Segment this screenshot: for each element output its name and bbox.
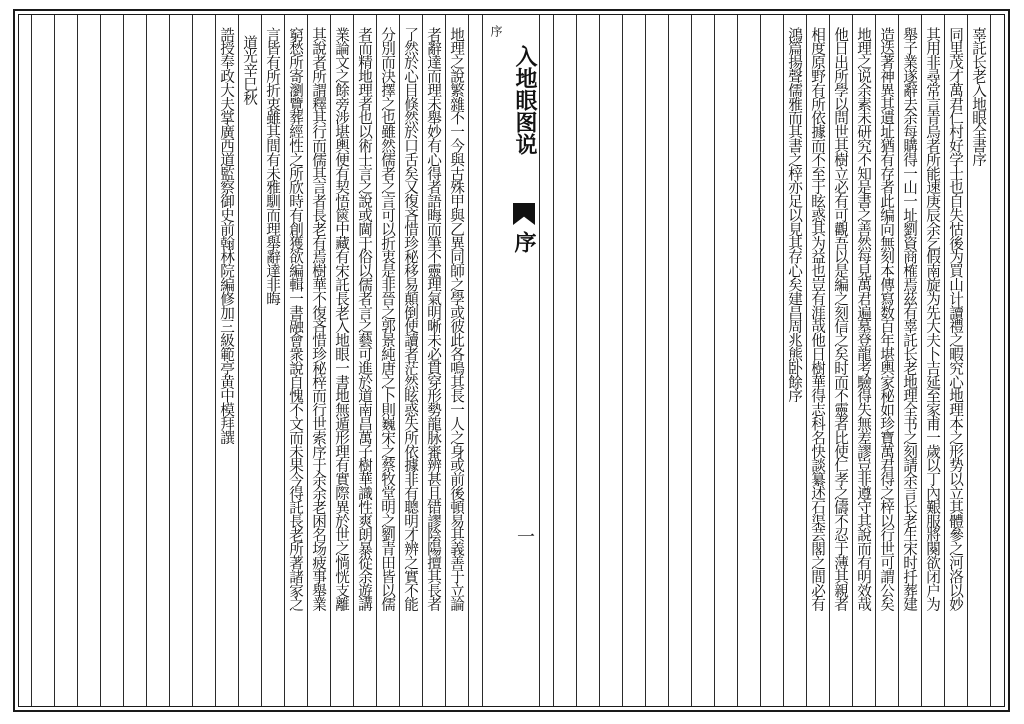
left-page-text-column: 了然於心目倏然於口舌矣又復吝惜珍秘移易顛倒使讀者茫然眩惑失所依據非有聰明才辨之實不能	[402, 27, 419, 611]
column-rule	[77, 15, 78, 706]
right-page-text-column: 地理之说余素未研究不知是書之善然每見萬君遍墓登龍考驗得失無差謬豈非遵守其說而有明效哉	[855, 27, 872, 611]
column-rule	[468, 15, 469, 706]
left-page-text-column: 者辭達而理未舉妙有心得者語晦而筆不靈理氣明晰未必貫穿形勢龍脉審辨甚且错謬陰陽擅其長者	[425, 27, 442, 611]
column-rule	[760, 15, 761, 706]
column-rule	[714, 15, 715, 706]
left-page-text-column: 其說者所謂釋其行而儒其言者長老有焉樹華不復吝惜珍秘梓而行世索序于余余老困名场疲事舉業	[310, 27, 327, 611]
column-rule	[737, 15, 738, 706]
right-page-text-column: 辜託长老入地眼全書序	[970, 27, 987, 166]
column-rule	[482, 15, 483, 706]
right-page-text-column: 他日出所學以問世其樹立必有可觀吾以是編之刻信之矣时而不靈者比使仁孝之儔不忍于薄其親者	[832, 27, 849, 611]
column-rule	[100, 15, 101, 706]
right-page-text-column: 鴻篇揚聲儒雅而其書之梓亦足以見其存心矣建昌周兆熊卧餘序	[786, 27, 803, 403]
left-page-text-column: 道光辛巳秋	[241, 35, 258, 105]
column-rule	[622, 15, 623, 706]
left-page-text-column: 言皆有所折衷雖其間有未雅馴而理舉辭達非晦	[264, 27, 281, 305]
column-rule	[169, 15, 170, 706]
column-rule	[599, 15, 600, 706]
book-title: 入地眼图说	[512, 45, 537, 155]
column-rule	[553, 15, 554, 706]
left-page-text-column: 窮愁所寄瀏覽葬經性之所欣時有創獲欲編輯一書融會衆說自愧不文而未果今得託長老所著諸家之	[287, 27, 304, 611]
column-rule	[192, 15, 193, 706]
column-rule	[576, 15, 577, 706]
page-frame	[13, 9, 1010, 712]
left-page-text-column: 誥授奉政大夫掌廣西道監察御史前翰林院編修加三級範亭黄中模拜譔	[218, 27, 235, 444]
column-rule	[645, 15, 646, 706]
left-page-text-column: 業論文之餘旁涉堪輿便有契悟篋中藏有宋託長老入地眼一書地無遁形理有實際異於世之惝恍支離	[333, 27, 350, 611]
right-page-text-column: 同里茂才萬君仁村好学士也自失怙後为買山计讀禮之暇究心地理本之形势以立其體參之河洛以妙	[947, 27, 964, 611]
right-page-text-column: 造迭著神異其遺址猶有存者此编向無刻本傳寫数百年堪輿家秘如珍寶萬君得之梓以行世可謂公矣	[878, 27, 895, 611]
column-rule	[238, 15, 239, 706]
column-rule	[990, 15, 991, 706]
left-page-text-column: 者而精地理者也以術士言之說或閫于俗以儒者言之藝可進於道南昌萬子樹華識性爽朗暴從余遊講	[356, 27, 373, 611]
column-rule	[146, 15, 147, 706]
left-page-text-column: 分別而決擇之也雖然儒者之言可以折衷是非晉之郭景純唐之卜則巍宋之蔡牧堂明之劉青田皆以儒	[379, 27, 396, 611]
page-number: 一	[514, 527, 535, 545]
column-rule	[691, 15, 692, 706]
column-rule	[668, 15, 669, 706]
right-page-text-column: 相度原野有所依據而不至于眩惑其为益也豈有涯哉他日樹華得志科名快談纂述石渠芸閣之間必有	[809, 27, 826, 611]
right-page-text-column: 舉子業遂辭去余每購得一山一址劉資商榷焉茲有辜託长老地理全书之刻請余言长老生宋时扦葬建	[901, 27, 918, 611]
column-rule	[54, 15, 55, 706]
running-title: 序	[489, 25, 503, 37]
column-rule	[123, 15, 124, 706]
fish-tail-mark-icon	[513, 203, 535, 225]
right-page-text-column: 其用非尋常言青烏者所能速庚辰余乞假南旋为先大夫卜吉延至家甫一歲以丁內艱服將闋欲闭户为	[924, 27, 941, 611]
column-rule	[31, 15, 32, 706]
left-page-text-column: 地理之說繁雜不一今與古殊甲與乙異同師之學或彼此各鳴其長一人之身或前後頓易其義善于立論	[448, 27, 465, 611]
page-inner-border	[18, 14, 1005, 707]
section-title: 序	[511, 231, 537, 253]
